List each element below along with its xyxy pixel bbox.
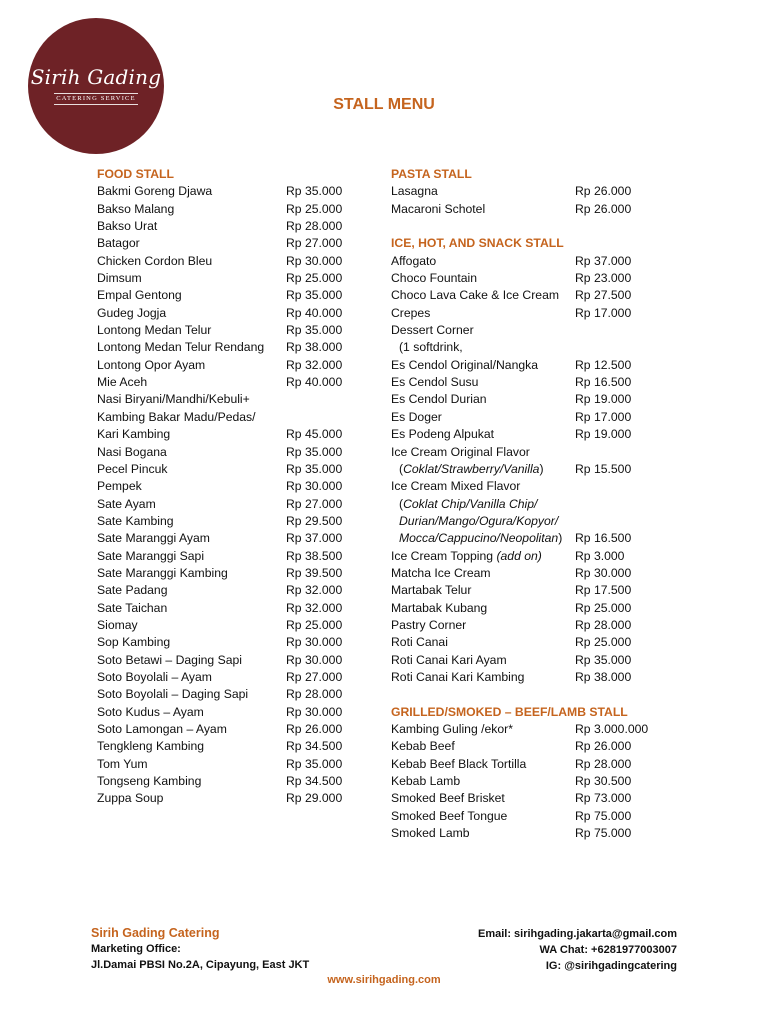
menu-item	[391, 478, 628, 495]
item-price: Rp 25.000	[286, 201, 343, 216]
item-name: Tongseng Kambing	[97, 774, 202, 789]
menu-item	[97, 339, 343, 356]
item-name: Dimsum	[97, 271, 142, 286]
item-price: Rp 75.000	[575, 826, 632, 841]
food-stall-section	[97, 166, 343, 808]
item-price: Rp 35.000	[286, 288, 343, 303]
menu-item	[391, 825, 632, 842]
item-name: Pecel Pincuk	[97, 461, 168, 476]
item-name: Es Cendol Durian	[391, 392, 487, 407]
menu-item	[97, 513, 343, 530]
item-name: Macaroni Schotel	[391, 201, 486, 216]
item-price: Rp 25.000	[286, 271, 343, 286]
item-price: Rp 45.000	[286, 427, 343, 442]
item-price: Rp 30.000	[286, 253, 343, 268]
item-name: Bakso Urat	[97, 219, 158, 234]
flavor-list: Coklat/Strawberry/Vanilla	[403, 461, 540, 476]
item-price: Rp 12.500	[575, 357, 632, 372]
menu-item	[97, 183, 343, 200]
section-title-food-stall: FOOD STALL	[97, 167, 174, 181]
section-gap	[391, 686, 628, 703]
item-name: Kambing Guling /ekor*	[391, 722, 513, 736]
item-price: Rp 35.000	[286, 461, 343, 476]
item-note: (add on)	[496, 548, 542, 563]
item-name: (1 softdrink,	[399, 340, 463, 355]
menu-item	[391, 756, 632, 773]
menu-item	[97, 374, 343, 391]
item-price: Rp 37.000	[286, 531, 343, 546]
item-name: Es Cendol Original/Nangka	[391, 357, 539, 372]
item-name: Ice Cream Mixed Flavor	[391, 479, 521, 494]
item-price: Rp 15.500	[575, 461, 632, 476]
menu-item	[391, 548, 628, 565]
footer-address: Jl.Damai PBSI No.2A, Cipayung, East JKT	[91, 959, 310, 971]
menu-item	[391, 444, 628, 461]
item-name: Tengkleng Kambing	[97, 739, 205, 754]
item-name: Sate Maranggi Kambing	[97, 565, 228, 580]
menu-item	[97, 496, 343, 513]
item-price: Rp 40.000	[286, 375, 343, 390]
menu-item	[97, 426, 343, 443]
item-price: Rp 26.000	[575, 184, 632, 199]
item-price: Rp 25.000	[286, 617, 343, 632]
item-price: Rp 28.000	[575, 617, 632, 632]
footer-instagram[interactable]: IG: @sirihgadingcatering	[545, 960, 677, 972]
menu-item	[391, 652, 632, 669]
item-price: Rp 26.000	[286, 722, 343, 736]
item-price: Rp 28.000	[286, 219, 343, 234]
menu-item	[391, 669, 632, 686]
page-title: STALL MENU	[333, 96, 435, 113]
menu-item	[97, 270, 343, 287]
item-name: Bakmi Goreng Djawa	[97, 184, 213, 199]
logo-subtitle: CATERING SERVICE	[54, 93, 138, 106]
right-column	[391, 166, 649, 842]
item-name: Bakso Malang	[97, 201, 175, 216]
item-name: Batagor	[97, 236, 140, 251]
item-price: Rp 25.000	[575, 635, 632, 650]
item-name: Nasi Biryani/Mandhi/Kebuli+	[97, 392, 250, 407]
item-name: Soto Lamongan – Ayam	[97, 722, 227, 736]
item-price: Rp 17.500	[575, 583, 632, 598]
item-name: Mie Aceh	[97, 375, 148, 390]
menu-item	[391, 183, 632, 200]
menu-item	[391, 305, 632, 322]
section-title-pasta-stall: PASTA STALL	[391, 167, 472, 181]
item-price: Rp 26.000	[575, 739, 632, 754]
menu-item-detail	[391, 339, 628, 356]
item-name: Sate Maranggi Ayam	[97, 531, 210, 546]
item-name: Kambing Bakar Madu/Pedas/	[97, 409, 256, 424]
menu-item	[97, 253, 343, 270]
item-name: Smoked Lamb	[391, 826, 470, 841]
item-price: Rp 16.500	[575, 375, 632, 390]
menu-item	[391, 617, 632, 634]
item-name: Siomay	[97, 617, 138, 632]
item-price: Rp 30.500	[575, 774, 632, 789]
item-price: Rp 35.000	[286, 323, 343, 338]
item-name: Choco Fountain	[391, 271, 478, 286]
menu-item	[97, 391, 250, 408]
menu-item	[97, 704, 343, 721]
flavor-list: Coklat Chip/Vanilla Chip/	[403, 496, 538, 511]
item-price: Rp 34.500	[286, 774, 343, 789]
item-price: Rp 32.000	[286, 583, 343, 598]
item-price: Rp 38.000	[575, 669, 632, 684]
item-name: Ice Cream Original Flavor	[391, 444, 530, 459]
menu-item	[391, 773, 632, 790]
item-price: Rp 37.000	[575, 253, 632, 268]
menu-item	[97, 565, 343, 582]
item-price: Rp 38.500	[286, 548, 343, 563]
menu-item	[97, 478, 343, 495]
menu-item	[391, 565, 632, 582]
menu-item	[391, 738, 632, 755]
item-price: Rp 29.500	[286, 513, 343, 528]
section-title-grill-stall: GRILLED/SMOKED – BEEF/LAMB STALL	[391, 704, 628, 719]
item-price: Rp 73.000	[575, 791, 632, 806]
item-name: Sop Kambing	[97, 635, 171, 650]
item-price: Rp 75.000	[575, 808, 632, 823]
menu-item	[97, 357, 343, 374]
item-name: Es Doger	[391, 409, 442, 424]
item-name: Sate Kambing	[97, 513, 174, 528]
item-price: Rp 30.000	[575, 565, 632, 580]
item-name: Soto Boyolali – Daging Sapi	[97, 687, 249, 702]
item-price: Rp 29.000	[286, 791, 343, 806]
item-price: Rp 34.500	[286, 739, 343, 754]
item-name: Lasagna	[391, 184, 438, 199]
menu-item	[97, 409, 256, 426]
menu-item	[97, 721, 343, 738]
item-name: Lontong Medan Telur Rendang	[97, 340, 265, 355]
menu-item	[97, 218, 343, 235]
item-price: Rp 35.000	[286, 444, 343, 459]
item-name: Pempek	[97, 479, 142, 494]
menu-item	[391, 391, 632, 408]
item-name: Choco Lava Cake & Ice Cream	[391, 288, 559, 303]
item-name: Affogato	[391, 253, 437, 268]
menu-item-detail	[391, 530, 632, 547]
item-price: Rp 27.000	[286, 496, 343, 511]
menu-item	[97, 652, 343, 669]
menu-item	[391, 808, 632, 825]
item-price: Rp 28.000	[286, 687, 343, 702]
item-price: Rp 19.000	[575, 392, 632, 407]
item-name: Soto Betawi – Daging Sapi	[97, 652, 242, 667]
item-price: Rp 30.000	[286, 635, 343, 650]
menu-item	[391, 357, 632, 374]
item-flavors: (Coklat Chip/Vanilla Chip/	[399, 496, 538, 511]
item-name: Lontong Medan Telur	[97, 323, 212, 338]
item-price: Rp 30.000	[286, 479, 343, 494]
footer-contact-right	[478, 926, 677, 974]
item-name: Roti Canai Kari Ayam	[391, 652, 507, 667]
menu-item	[97, 201, 343, 218]
item-name: Sate Maranggi Sapi	[97, 548, 205, 563]
item-price: Rp 35.000	[575, 652, 632, 667]
item-name: Empal Gentong	[97, 288, 182, 303]
menu-item	[97, 530, 343, 547]
footer-whatsapp[interactable]: WA Chat: +6281977003007	[539, 944, 677, 956]
item-name: Smoked Beef Tongue	[391, 808, 508, 823]
item-price: Rp 23.000	[575, 271, 632, 286]
item-price: Rp 25.000	[575, 600, 632, 615]
menu-item	[97, 235, 343, 252]
item-name: Martabak Kubang	[391, 600, 488, 615]
footer-office-label: Marketing Office:	[91, 943, 181, 955]
item-price: Rp 16.500	[575, 531, 632, 546]
item-name: Lontong Opor Ayam	[97, 357, 206, 372]
menu-item	[97, 738, 343, 755]
item-price: Rp 3.000	[575, 548, 625, 563]
item-name: Gudeg Jogja	[97, 305, 167, 320]
item-price: Rp 17.000	[575, 305, 632, 320]
section-title-ice-stall: ICE, HOT, AND SNACK STALL	[391, 236, 564, 251]
item-price: Rp 28.000	[575, 756, 632, 771]
item-name: Kebab Beef Black Tortilla	[391, 756, 527, 771]
menu-item-detail	[391, 496, 628, 513]
item-flavors: Mocca/Cappucino/Neopolitan)	[399, 531, 563, 546]
item-price: Rp 3.000.000	[575, 722, 649, 736]
menu-item	[391, 634, 632, 651]
menu-item	[97, 461, 343, 478]
menu-item	[97, 617, 343, 634]
item-price: Rp 27.500	[575, 288, 632, 303]
menu-item	[97, 669, 343, 686]
item-name: Chicken Cordon Bleu	[97, 253, 213, 268]
item-name: Kari Kambing	[97, 427, 171, 442]
menu-item	[97, 287, 343, 304]
menu-item	[391, 721, 649, 738]
section-gap	[391, 218, 628, 235]
company-logo	[28, 18, 164, 154]
menu-item-detail	[391, 461, 632, 478]
menu-item	[391, 270, 632, 287]
item-name: Es Podeng Alpukat	[391, 427, 494, 442]
item-name: Sate Taichan	[97, 600, 168, 615]
item-name: Soto Kudus – Ayam	[97, 704, 204, 719]
menu-item	[391, 600, 632, 617]
item-price: Rp 35.000	[286, 756, 343, 771]
item-price: Rp 26.000	[575, 201, 632, 216]
item-name: Matcha Ice Cream	[391, 565, 491, 580]
menu-item	[97, 305, 343, 322]
item-name: Zuppa Soup	[97, 791, 164, 806]
menu-item	[391, 790, 632, 807]
item-name: Kebab Lamb	[391, 774, 461, 789]
item-name: Roti Canai	[391, 635, 448, 650]
item-price: Rp 30.000	[286, 704, 343, 719]
menu-item	[391, 287, 632, 304]
item-name: Kebab Beef	[391, 739, 455, 754]
menu-item	[97, 634, 343, 651]
menu-item	[391, 374, 632, 391]
menu-item-detail	[391, 513, 628, 530]
item-name: Ice Cream Topping	[391, 548, 494, 563]
item-price: Rp 39.500	[286, 565, 343, 580]
item-price: Rp 32.000	[286, 600, 343, 615]
footer-brand: Sirih Gading Catering	[91, 926, 220, 940]
item-flavors: (Coklat/Strawberry/Vanilla)	[399, 461, 544, 476]
footer-website-link[interactable]: www.sirihgading.com	[327, 974, 441, 986]
menu-item	[97, 548, 343, 565]
footer-email[interactable]: Email: sirihgading.jakarta@gmail.com	[477, 928, 677, 940]
menu-item	[391, 582, 632, 599]
item-name: Es Cendol Susu	[391, 375, 479, 390]
menu-item	[391, 201, 632, 218]
item-name: Tom Yum	[97, 756, 148, 771]
item-price: Rp 19.000	[575, 427, 632, 442]
item-price: Rp 38.000	[286, 340, 343, 355]
logo-script-text: Sirih Gading	[30, 64, 162, 89]
item-name: Nasi Bogana	[97, 444, 167, 459]
menu-item	[97, 322, 343, 339]
item-price: Rp 17.000	[575, 409, 632, 424]
menu-item	[391, 409, 632, 426]
item-name: Smoked Beef Brisket	[391, 791, 505, 806]
menu-item	[391, 322, 628, 339]
item-name: Sate Padang	[97, 583, 168, 598]
menu-item	[97, 582, 343, 599]
item-name: Martabak Telur	[391, 583, 472, 598]
menu-item	[97, 444, 343, 461]
menu-item	[97, 686, 343, 703]
item-name: Pastry Corner	[391, 617, 467, 632]
item-price: Rp 32.000	[286, 357, 343, 372]
item-price: Rp 27.000	[286, 236, 343, 251]
flavor-list: Mocca/Cappucino/Neopolitan	[399, 531, 559, 546]
menu-item	[97, 773, 343, 790]
item-price: Rp 27.000	[286, 669, 343, 684]
flavor-list: Durian/Mango/Ogura/Kopyor/	[399, 513, 559, 528]
menu-item	[391, 253, 632, 270]
menu-item	[97, 756, 343, 773]
item-name: Roti Canai Kari Kambing	[391, 669, 525, 684]
item-price: Rp 30.000	[286, 652, 343, 667]
item-name: Soto Boyolali – Ayam	[97, 669, 212, 684]
item-name-group	[391, 548, 542, 565]
item-name: Sate Ayam	[97, 496, 156, 511]
item-name: Crepes	[391, 305, 431, 320]
item-price: Rp 35.000	[286, 184, 343, 199]
menu-item	[391, 426, 632, 443]
item-name: Dessert Corner	[391, 323, 474, 338]
footer-contact-left	[91, 925, 309, 973]
menu-item	[97, 790, 343, 807]
menu-item	[97, 600, 343, 617]
item-price: Rp 40.000	[286, 305, 343, 320]
